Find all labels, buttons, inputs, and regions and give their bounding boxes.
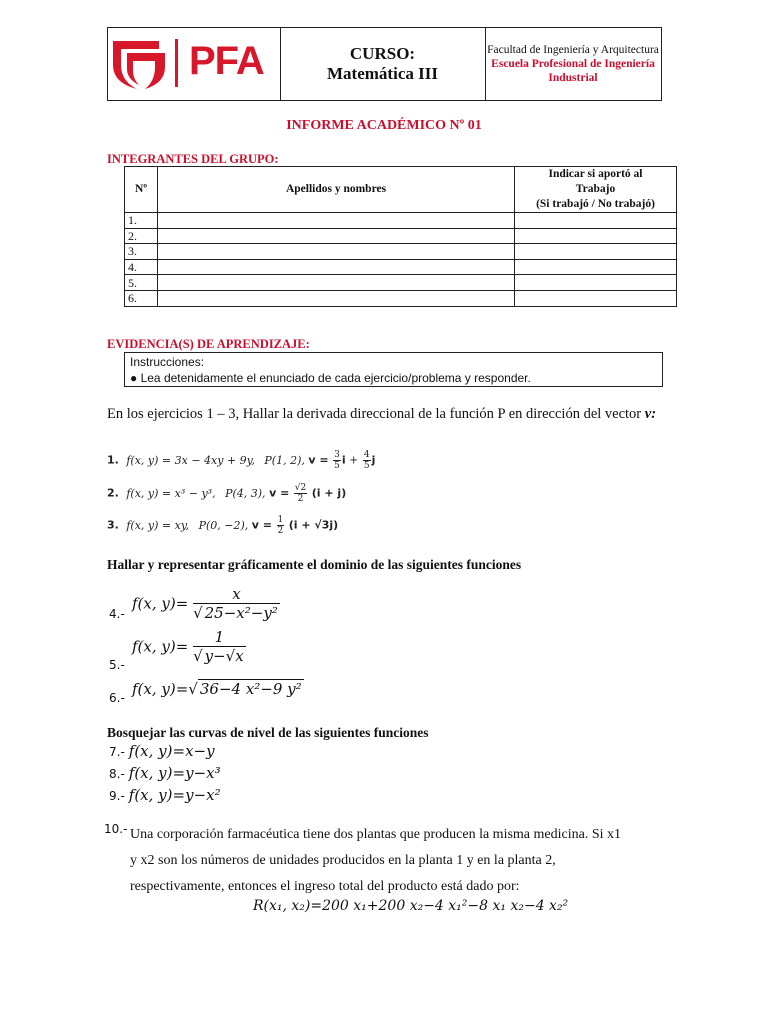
table-row	[125, 275, 677, 291]
col-contribution-line3: (Si trabajó / No trabajó)	[536, 198, 655, 210]
exercise-point: P(4, 3),	[225, 486, 266, 500]
group-heading: INTEGRANTES DEL GRUPO:	[107, 152, 279, 166]
instructions-title: Instrucciones:	[130, 355, 205, 369]
formula-lhs: f(x, y)=	[132, 594, 189, 613]
vector-expression: (i + √3j)	[288, 518, 339, 532]
vector-label: v =	[308, 453, 329, 467]
domain-heading: Hallar y representar gráficamente el dominio de las siguientes funciones	[107, 557, 522, 572]
list-item	[109, 786, 221, 808]
table-row	[125, 228, 677, 244]
members-table-header	[125, 167, 677, 213]
item-expression: f(x, y)=x−y	[128, 742, 215, 760]
vector-symbol: v:	[644, 406, 657, 422]
contribution-cell[interactable]	[515, 213, 677, 229]
contribution-cell[interactable]	[515, 290, 677, 306]
fraction: $\frac{4}{5}$	[363, 450, 370, 471]
denominator: y−√x	[204, 647, 244, 665]
exercise-number: 3.	[107, 518, 119, 532]
name-cell[interactable]	[158, 228, 515, 244]
plus-sign: +	[349, 453, 359, 467]
row-number: 3.	[125, 244, 158, 260]
logo-text: PFA	[189, 39, 264, 83]
problem-10-number: 10.-	[104, 822, 128, 836]
vector-label: v =	[269, 486, 290, 500]
table-row	[125, 259, 677, 275]
exercise-4-number: 4.-	[109, 607, 125, 621]
unit-j: j	[371, 453, 376, 467]
numerator: x	[193, 585, 280, 604]
evidence-heading: EVIDENCIA(S) DE APRENDIZAJE:	[107, 337, 310, 351]
exercise-4-formula	[132, 585, 280, 622]
formula-fraction: $\frac{x}{\text{√ 25−x²−y²}}$	[193, 585, 278, 622]
name-cell[interactable]	[158, 290, 515, 306]
problem-10-line3: respectivamente, entonces el ingreso total del producto está dado por:	[130, 879, 520, 894]
course-label: CURSO:	[349, 44, 416, 63]
exercise-6-formula: f(x, y)=√ 36−4 x²−9 y²	[132, 680, 302, 698]
university-logo-icon	[111, 37, 169, 91]
denominator: 25−x²−y²	[204, 604, 278, 622]
list-item	[109, 742, 221, 764]
radicand: 36−4 x²−9 y²	[199, 680, 302, 698]
numerator: 1	[193, 628, 246, 647]
row-number: 4.	[125, 259, 158, 275]
col-contribution	[515, 167, 677, 213]
item-number: 9.-	[109, 789, 125, 803]
course-cell	[280, 28, 486, 100]
report-title: INFORME ACADÉMICO Nº 01	[286, 118, 482, 133]
faculty-name: Facultad de Ingeniería y Arquitectura	[487, 44, 659, 56]
name-cell[interactable]	[158, 275, 515, 291]
level-curves-list	[109, 742, 221, 808]
members-table	[124, 166, 677, 307]
exercise-5-number: 5.-	[109, 658, 125, 672]
school-name: Escuela Profesional de Ingeniería Industrial	[491, 58, 655, 84]
vector-label: v =	[251, 518, 272, 532]
exercise-number: 2.	[107, 486, 119, 500]
name-cell[interactable]	[158, 244, 515, 260]
row-number: 6.	[125, 290, 158, 306]
col-number: Nº	[125, 167, 158, 213]
instructions-item: ● Lea detenidamente el enunciado de cada ejercicio/problema y responder.	[130, 371, 531, 385]
row-number: 5.	[125, 275, 158, 291]
col-names: Apellidos y nombres	[158, 167, 515, 213]
exercise-function: f(x, y) = x³ − y³,	[126, 486, 216, 500]
name-cell[interactable]	[158, 259, 515, 275]
formula-fraction: $\frac{1}{√ y-√x}$	[193, 628, 244, 665]
unit-i: i	[341, 453, 346, 467]
contribution-cell[interactable]	[515, 275, 677, 291]
item-expression: f(x, y)=y−x²	[128, 786, 221, 804]
item-number: 7.-	[109, 745, 125, 759]
directional-intro-text: En los ejercicios 1 – 3, Hallar la derivada direccional de la función P en dirección del vector	[107, 406, 642, 422]
fraction: $\frac{√2}{2}$	[294, 483, 307, 504]
table-row	[125, 213, 677, 229]
item-number: 8.-	[109, 767, 125, 781]
exercise-point: P(1, 2),	[264, 453, 305, 467]
logo-cell	[108, 28, 281, 100]
problem-10-line1: Una corporación farmacéutica tiene dos plantas que producen la misma medicina. Si x1	[130, 827, 621, 842]
logo-separator	[175, 39, 178, 87]
exercise-point: P(0, −2),	[198, 518, 249, 532]
exercise-5-formula	[132, 628, 246, 665]
table-row	[125, 290, 677, 306]
row-number: 2.	[125, 228, 158, 244]
directional-intro	[107, 404, 660, 425]
col-contribution-line1: Indicar si aportó al	[548, 168, 643, 180]
col-contribution-line2: Trabajo	[575, 183, 616, 195]
exercise-number: 1.	[107, 453, 119, 467]
table-row	[125, 244, 677, 260]
exercise-6-number: 6.-	[109, 691, 125, 705]
faculty-cell	[485, 28, 661, 100]
formula-lhs: f(x, y)=	[132, 680, 189, 698]
revenue-formula: R(x₁, x₂)=200 x₁+200 x₂−4 x₁²−8 x₁ x₂−4 x₂²	[253, 898, 569, 914]
exercise-function: f(x, y) = 3x − 4xy + 9y,	[126, 453, 255, 467]
problem-10-line2: y x2 son los números de unidades producidos en la planta 1 y en la planta 2,	[130, 853, 556, 868]
list-item	[109, 764, 221, 786]
course-name: Matemática III	[327, 64, 438, 83]
name-cell[interactable]	[158, 213, 515, 229]
contribution-cell[interactable]	[515, 259, 677, 275]
contribution-cell[interactable]	[515, 228, 677, 244]
row-number: 1.	[125, 213, 158, 229]
item-expression: f(x, y)=y−x³	[128, 764, 221, 782]
contribution-cell[interactable]	[515, 244, 677, 260]
exercise-2	[107, 483, 346, 504]
exercise-1	[107, 450, 375, 471]
exercise-3	[107, 515, 338, 536]
document-header	[107, 27, 662, 101]
formula-lhs: f(x, y)=	[132, 637, 189, 656]
fraction: $\frac{1}{2}$	[277, 515, 284, 536]
fraction: $\frac{3}{5}$	[334, 450, 340, 471]
instructions-box	[124, 352, 663, 387]
vector-expression: (i + j)	[311, 486, 347, 500]
exercise-function: f(x, y) = xy,	[126, 518, 190, 532]
level-curves-heading: Bosquejar las curvas de nivel de las siguientes funciones	[107, 725, 429, 740]
